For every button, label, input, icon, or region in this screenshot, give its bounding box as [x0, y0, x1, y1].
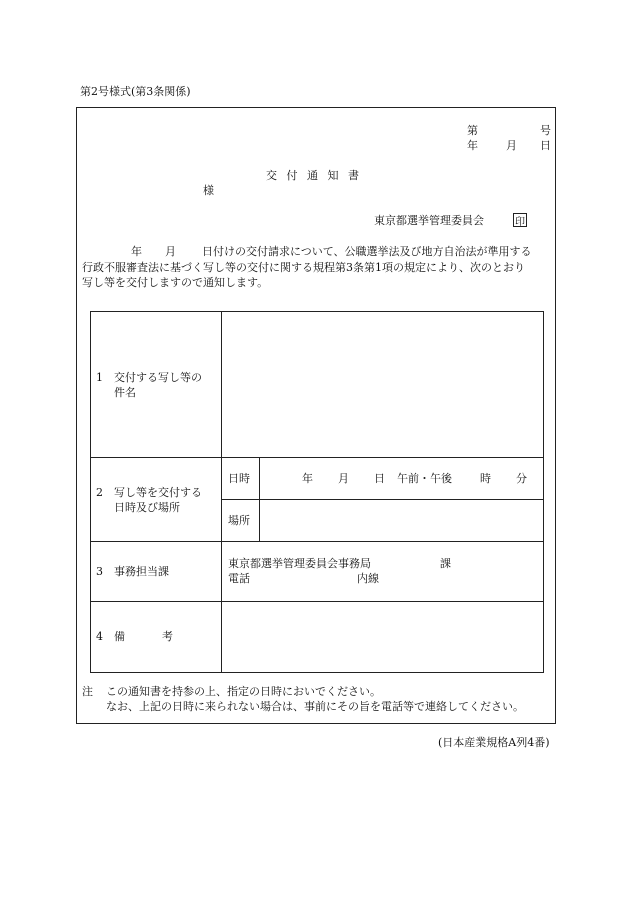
- row4-label-b: 考: [162, 630, 173, 643]
- row2-label-1: 2 写し等を交付する: [96, 486, 202, 499]
- datetime-day: 日: [374, 472, 385, 485]
- row1-label-2: 件名: [114, 386, 136, 399]
- date-day: 日: [540, 139, 551, 152]
- table-row-divider: [91, 541, 543, 542]
- row4-label-num: 4: [96, 630, 103, 643]
- number-prefix: 第: [467, 124, 478, 137]
- datetime-month: 月: [338, 472, 349, 485]
- office-name: 東京都選挙管理委員会事務局: [228, 557, 371, 570]
- form-label: 第2号様式(第3条関係): [80, 85, 191, 98]
- table-row-divider: [91, 457, 543, 458]
- seal-stamp: 印: [513, 213, 527, 227]
- table-sub-divider: [259, 457, 260, 541]
- datetime-ampm: 午前・午後: [397, 472, 452, 485]
- extension-label: 内線: [357, 572, 379, 585]
- date-month: 月: [506, 139, 517, 152]
- row3-label: 3 事務担当課: [96, 565, 169, 578]
- place-label: 場所: [228, 514, 250, 527]
- row2-label-2: 日時及び場所: [114, 501, 180, 514]
- body-text-3: 写し等を交付しますので通知します。: [82, 276, 269, 289]
- phone-label: 電話: [228, 572, 250, 585]
- date-year: 年: [467, 139, 478, 152]
- section-label: 課: [440, 557, 451, 570]
- table-col-divider: [221, 312, 222, 672]
- document-title: 交 付 通 知 書: [266, 169, 362, 182]
- body-month: 月: [165, 245, 176, 258]
- table-row-divider: [91, 601, 543, 602]
- row1-label-1: 1 交付する写し等の: [96, 371, 202, 384]
- addressee-suffix: 様: [203, 184, 214, 197]
- note-line-2: なお、上記の日時に来られない場合は、事前にその旨を電話等で連絡してください。: [106, 700, 524, 713]
- note-prefix: 注: [82, 685, 93, 698]
- datetime-minute: 分: [516, 472, 527, 485]
- body-text-2: 行政不服審査法に基づく写し等の交付に関する規程第3条第1項の規定により、次のとおり: [82, 261, 525, 274]
- footer-spec: (日本産業規格A列4番): [438, 736, 550, 749]
- table-subrow-divider: [221, 499, 543, 500]
- body-text-1: 日付けの交付請求について、公職選挙法及び地方自治法が準用する: [202, 245, 532, 258]
- datetime-year: 年: [302, 472, 313, 485]
- datetime-hour: 時: [480, 472, 491, 485]
- number-suffix: 号: [540, 124, 551, 137]
- issuer-name: 東京都選挙管理委員会: [374, 214, 484, 227]
- row4-label-a: 備: [114, 630, 125, 643]
- body-year: 年: [131, 245, 142, 258]
- datetime-label: 日時: [228, 472, 250, 485]
- note-line-1: この通知書を持参の上、指定の日時においでください。: [106, 685, 381, 698]
